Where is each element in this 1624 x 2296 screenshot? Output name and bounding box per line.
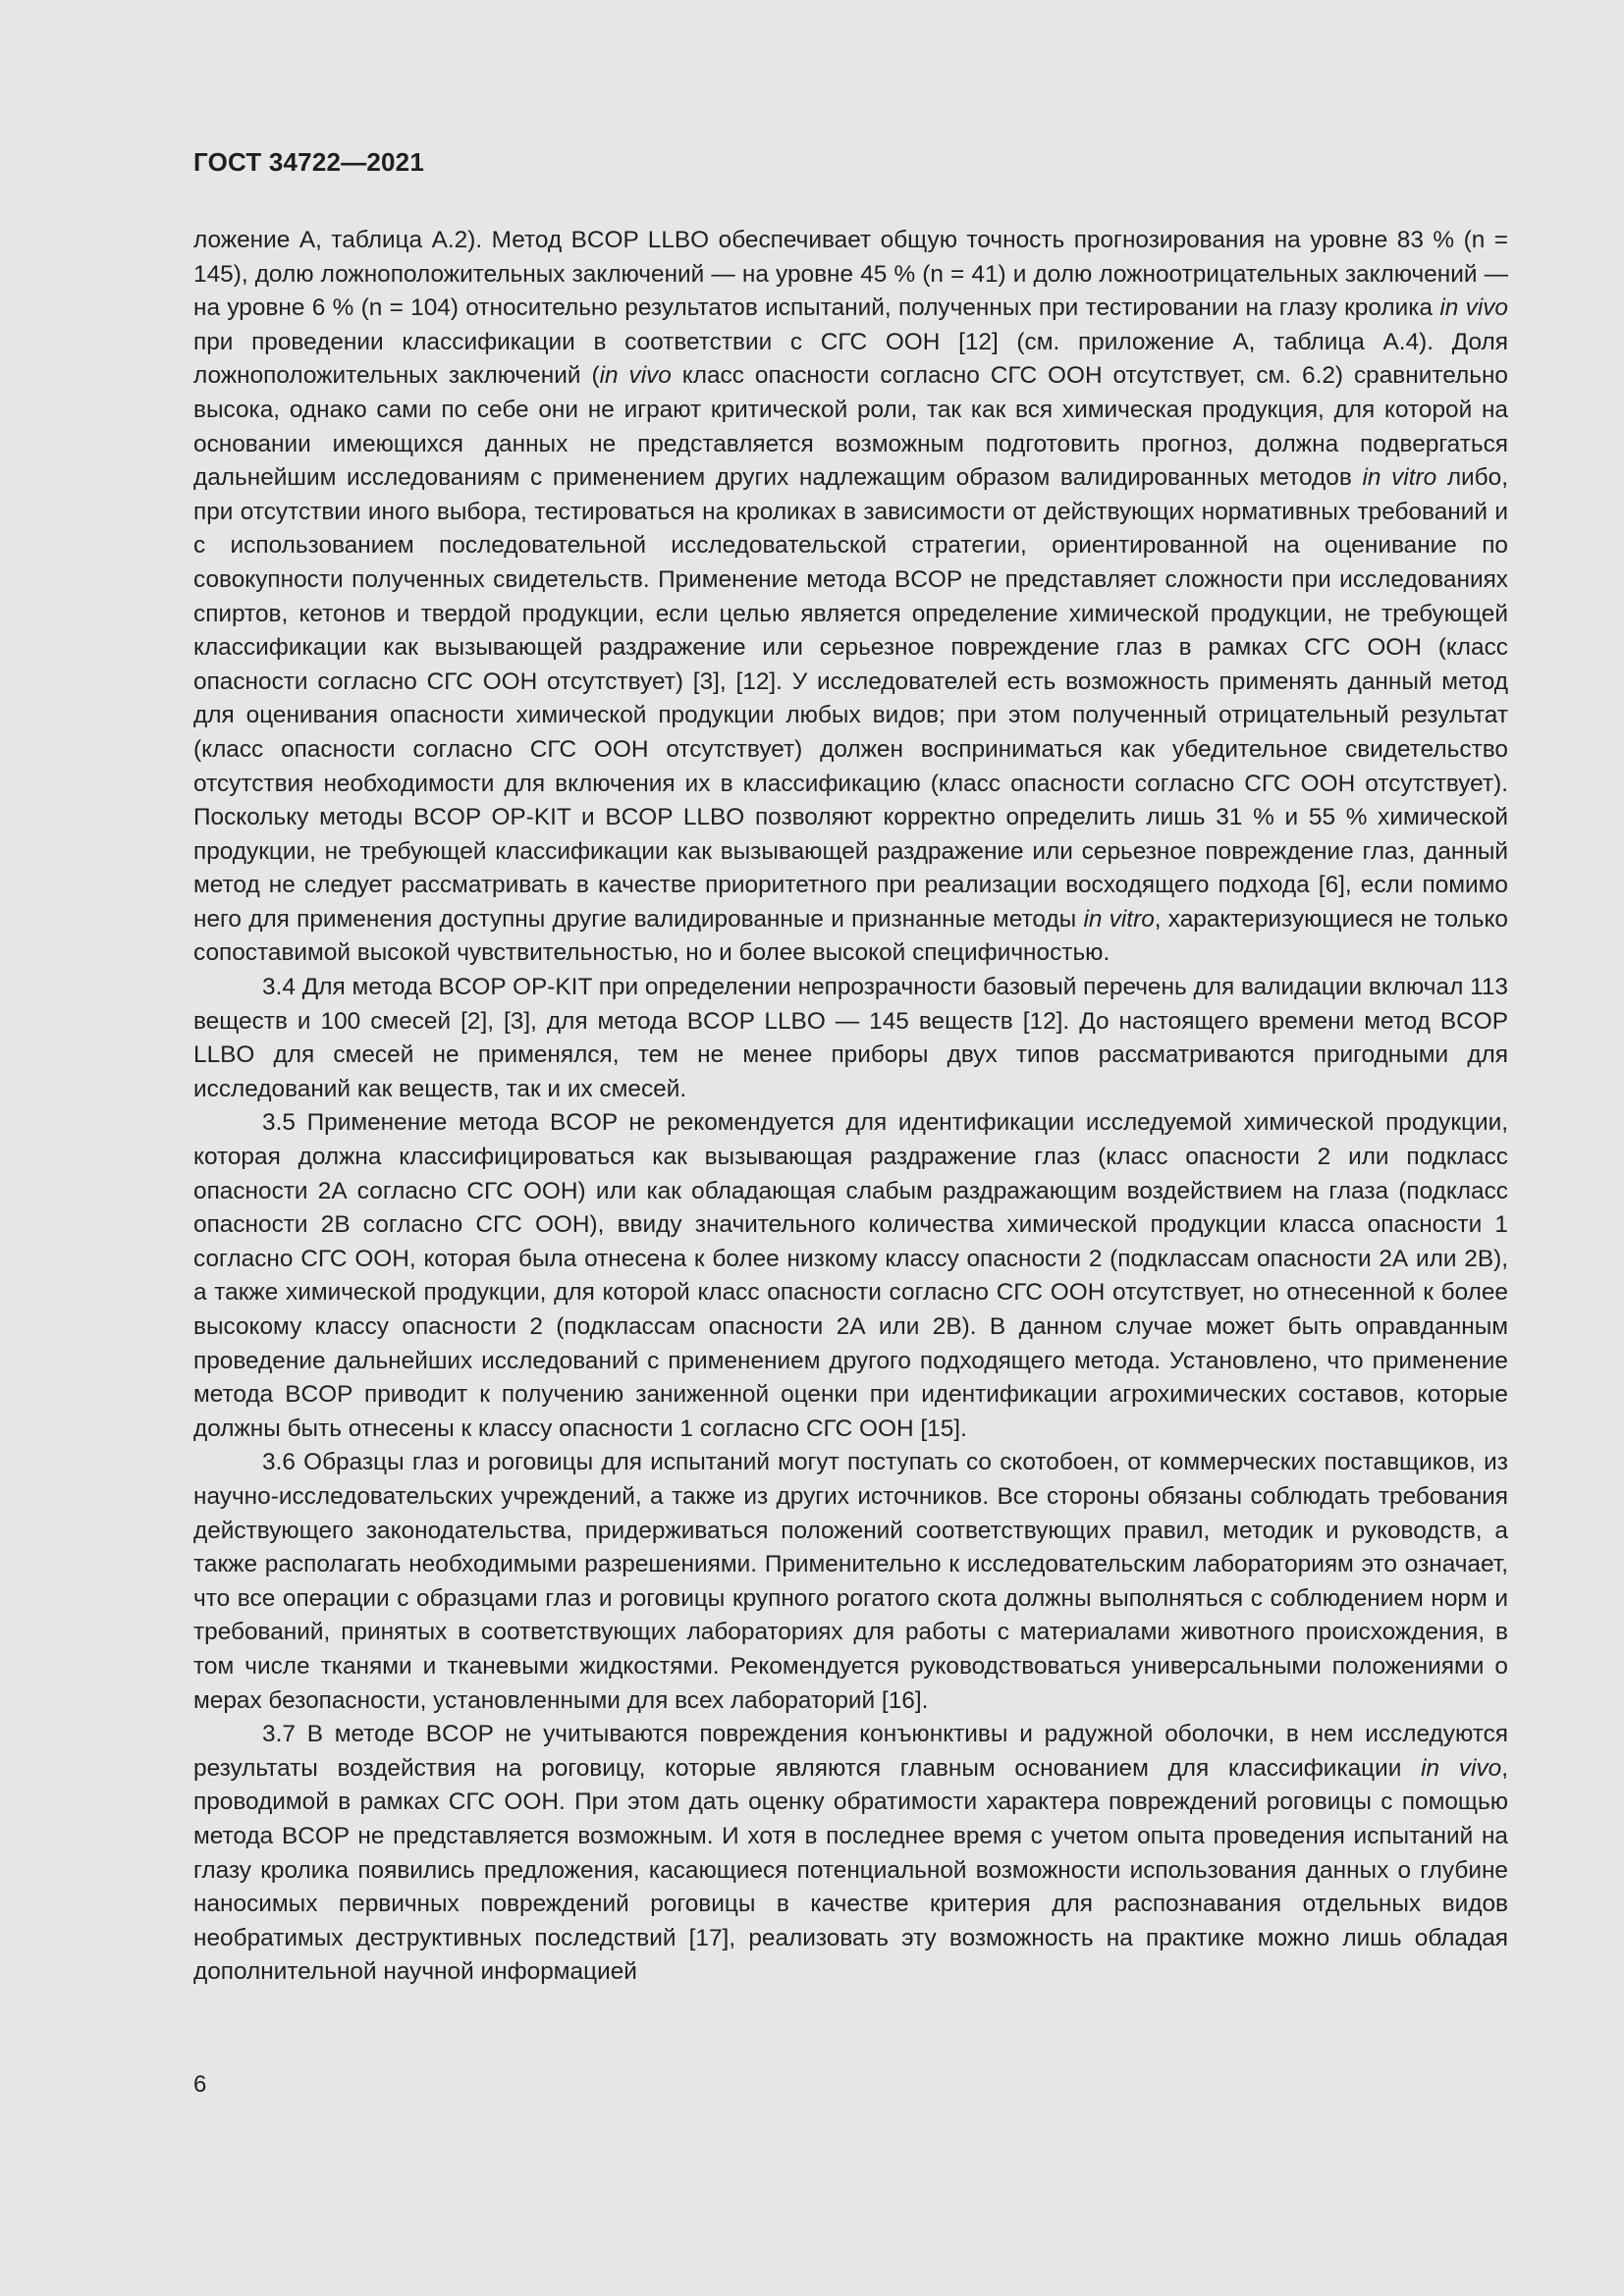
paragraph-3-6: 3.6 Образцы глаз и роговицы для испытаний могут поступать со скотобоен, от коммерческих поставщиков, из научно-исследовательских учреждений, а также из других источников. Все стороны обязаны соблюдать требования действующего законодательства, придерживаться положений соответствующих правил, методик и руководств, а также располагать необходимыми разрешениями. Применительно к исследовательским лабораториям это означает, что все операции с образцами глаз и роговицы крупного рогатого скота должны выполняться с соблюдением норм и требований, принятых в соответствующих лабораториях для работы с материалами животного происхождения, в том числе тканями и тканевыми жидкостями. Рекомендуется руководствоваться универсальными положениями о мерах безопасности, установленными для всех лабораторий [16].: [193, 1449, 1508, 1714]
paragraph-3-7: 3.7 В методе BCOP не учитываются повреждения конъюнктивы и радужной оболочки, в нем исследуются результаты воздействия на роговицу, которые являются главным основанием для классификации in vivo, проводимой в рамках СГС ООН. При этом дать оценку обратимости характера повреждений роговицы с помощью метода BCOP не представляется возможным. И хотя в последнее время с учетом опыта проведения испытаний на глазу кролика появились предложения, касающиеся потенциальной возможности использования данных о глубине наносимых первичных повреждений роговицы в качестве критерия для распознавания отдельных видов необратимых деструктивных последствий [17], реализовать эту возможность на практике можно лишь обладая дополнительной научной информацией: [193, 1721, 1508, 1986]
paragraph-continuation: ложение А, таблица А.2). Метод BCOP LLBO обеспечивает общую точность прогнозирования на уровне 83 % (n = 145), долю ложноположительных заключений — на уровне 45 % (n = 41) и долю ложноотрицательных заключений — на уровне 6 % (n = 104) относительно результатов испытаний, полученных при тестировании на глазу кролика in vivo при проведении классификации в соответствии с СГС ООН [12] (см. приложение А, таблица А.4). Доля ложноположительных заключений (in vivo класс опасности согласно СГС ООН отсутствует, см. 6.2) сравнительно высока, однако сами по себе они не играют критической роли, так как вся химическая продукция, для которой на основании имеющихся данных не представляется возможным подготовить прогноз, должна подвергаться дальнейшим исследованиям с применением других надлежащим образом валидированных методов in vitro либо, при отсутствии иного выбора, тестироваться на кроликах в зависимости от действующих нормативных требований и с использованием последовательной исследовательской стратегии, ориентированной на оценивание по совокупности полученных свидетельств. Применение метода BCOP не представляет сложности при исследованиях спиртов, кетонов и твердой продукции, если целью является определение химической продукции, не требующей классификации как вызывающей раздражение или серьезное повреждение глаз в рамках СГС ООН (класс опасности согласно СГС ООН отсутствует) [3], [12]. У исследователей есть возможность применять данный метод для оценивания опасности химической продукции любых видов; при этом полученный отрицательный результат (класс опасности согласно СГС ООН отсутствует) должен восприниматься как убедительное свидетельство отсутствия необходимости для включения их в классификацию (класс опасности согласно СГС ООН отсутствует). Поскольку методы BCOP OP-KIT и BCOP LLBO позволяют корректно определить лишь 31 % и 55 % химической продукции, не требующей классификации как вызывающей раздражение или серьезное повреждение глаз, данный метод не следует рассматривать в качестве приоритетного при реализации восходящего подхода [6], если помимо него для применения доступны другие валидированные и признанные методы in vitro, характеризующиеся не только сопоставимой высокой чувствительностью, но и более высокой специфичностью.: [193, 227, 1509, 967]
paragraph-3-5: 3.5 Применение метода BCOP не рекомендуется для идентификации исследуемой химической продукции, которая должна классифицироваться как вызывающая раздражение глаз (класс опасности 2 или подкласс опасности 2А согласно СГС ООН) или как обладающая слабым раздражающим воздействием на глаза (подкласс опасности 2В согласно СГС ООН), ввиду значительного количества химической продукции класса опасности 1 согласно СГС ООН, которая была отнесена к более низкому классу опасности 2 (подклассам опасности 2А или 2В), а также химической продукции, для которой класс опасности согласно СГС ООН отсутствует, но отнесенной к более высокому классу опасности 2 (подклассам опасности 2А или 2В). В данном случае может быть оправданным проведение дальнейших исследований с применением другого подходящего метода. Установлено, что применение метода BCOP приводит к получению заниженной оценки при идентификации агрохимических составов, которые должны быть отнесены к классу опасности 1 согласно СГС ООН [15].: [193, 1109, 1508, 1442]
paragraph-3-4: 3.4 Для метода BCOP OP-KIT при определении непрозрачности базовый перечень для валидации включал 113 веществ и 100 смесей [2], [3], для метода BCOP LLBO — 145 веществ [12]. До настоящего времени метод BCOP LLBO для смесей не применялся, тем не менее приборы двух типов рассматриваются пригодными для исследований как веществ, так и их смесей.: [193, 974, 1508, 1102]
body-text: [193, 224, 1508, 1990]
document-header: ГОСТ 34722—2021: [193, 147, 424, 177]
page-number: 6: [193, 2071, 207, 2098]
